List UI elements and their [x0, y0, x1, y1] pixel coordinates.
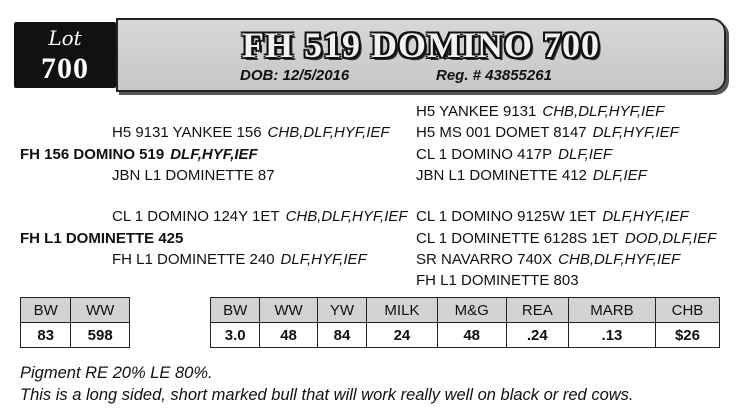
actual-weights-table	[20, 297, 130, 348]
pedigree-sire-grandsire	[416, 103, 664, 121]
pedigree-epds: CHB,DLF,HYF,IEF	[542, 103, 665, 120]
value-cell: .24	[506, 323, 568, 348]
header-cell: WW	[71, 298, 130, 323]
value-cell: $26	[655, 323, 719, 348]
pedigree-sire-sire	[112, 124, 390, 142]
pedigree-epds: DLF,HYF,IEF	[602, 208, 689, 225]
note-pigment: Pigment RE 20% LE 80%.	[20, 364, 213, 382]
header-cell: WW	[260, 298, 317, 323]
value-cell: 83	[21, 323, 71, 348]
pedigree-name: FH L1 DOMINETTE 425	[20, 230, 184, 247]
pedigree-sire	[20, 146, 258, 164]
table-header-row	[211, 298, 720, 323]
pedigree-name: H5 9131 YANKEE 156	[112, 124, 262, 141]
pedigree-sire-dam-dam	[416, 167, 647, 185]
value-cell: 48	[260, 323, 317, 348]
header-cell: MARB	[569, 298, 656, 323]
note-description: This is a long sided, short marked bull that will work really well on black or red cows.	[20, 386, 634, 404]
pedigree-epds: DLF,HYF,IEF	[280, 251, 367, 268]
pedigree-name: SR NAVARRO 740X	[416, 251, 553, 268]
pedigree-sire-dam-sire	[416, 146, 612, 164]
header-cell: BW	[211, 298, 260, 323]
pedigree-dam-sire	[112, 208, 408, 226]
table-row	[211, 323, 720, 348]
value-cell: 598	[71, 323, 130, 348]
value-cell: 24	[367, 323, 438, 348]
pedigree-epds: CHB,DLF,HYF,IEF	[267, 124, 390, 141]
pedigree-name: FH 156 DOMINO 519	[20, 146, 165, 163]
table-header-row	[21, 298, 130, 323]
animal-header	[116, 18, 726, 92]
pedigree-epds: DOD,DLF,IEF	[624, 230, 717, 247]
pedigree-dam-dam-sire	[416, 251, 680, 269]
epd-table	[210, 297, 720, 348]
pedigree-dam-sire-dam	[416, 230, 716, 248]
pedigree-sire-dam	[112, 167, 275, 185]
header-cell: YW	[317, 298, 366, 323]
pedigree-epds: DLF,IEF	[558, 146, 613, 163]
pedigree-dam-dam	[112, 251, 367, 269]
pedigree-dam-dam-dam	[416, 272, 579, 290]
pedigree-name: H5 MS 001 DOMET 8147	[416, 124, 587, 141]
pedigree-dam-sire-sire	[416, 208, 688, 226]
lot-badge	[14, 22, 116, 88]
value-cell: 48	[437, 323, 506, 348]
pedigree-name: H5 YANKEE 9131	[416, 103, 537, 120]
header-cell: M&G	[437, 298, 506, 323]
pedigree-dam	[20, 230, 183, 248]
value-cell: 84	[317, 323, 366, 348]
pedigree-name: JBN L1 DOMINETTE 412	[416, 167, 587, 184]
pedigree-name: CL 1 DOMINO 9125W 1ET	[416, 208, 597, 225]
pedigree-epds: DLF,IEF	[592, 167, 647, 184]
header-cell: REA	[506, 298, 568, 323]
pedigree-epds: CHB,DLF,HYF,IEF	[558, 251, 681, 268]
registration-number: Reg. # 43855261	[436, 67, 552, 84]
lot-number: 700	[41, 52, 89, 85]
animal-name: FH 519 DOMINO 700	[242, 25, 600, 65]
lot-label: Lot	[48, 26, 82, 50]
pedigree-name: FH L1 DOMINETTE 803	[416, 272, 579, 289]
pedigree-name: JBN L1 DOMINETTE 87	[112, 167, 275, 184]
pedigree-name: CL 1 DOMINO 124Y 1ET	[112, 208, 280, 225]
value-cell: 3.0	[211, 323, 260, 348]
pedigree-name: CL 1 DOMINO 417P	[416, 146, 553, 163]
pedigree-epds: DLF,HYF,IEF	[170, 146, 258, 163]
header-cell: MILK	[367, 298, 438, 323]
pedigree-name: FH L1 DOMINETTE 240	[112, 251, 275, 268]
pedigree-sire-granddam	[416, 124, 679, 142]
pedigree-name: CL 1 DOMINETTE 6128S 1ET	[416, 230, 619, 247]
pedigree-epds: DLF,HYF,IEF	[592, 124, 679, 141]
header-cell: BW	[21, 298, 71, 323]
birth-date: DOB: 12/5/2016	[240, 67, 350, 84]
header-cell: CHB	[655, 298, 719, 323]
table-row	[21, 323, 130, 348]
pedigree-epds: CHB,DLF,HYF,IEF	[285, 208, 408, 225]
value-cell: .13	[569, 323, 656, 348]
